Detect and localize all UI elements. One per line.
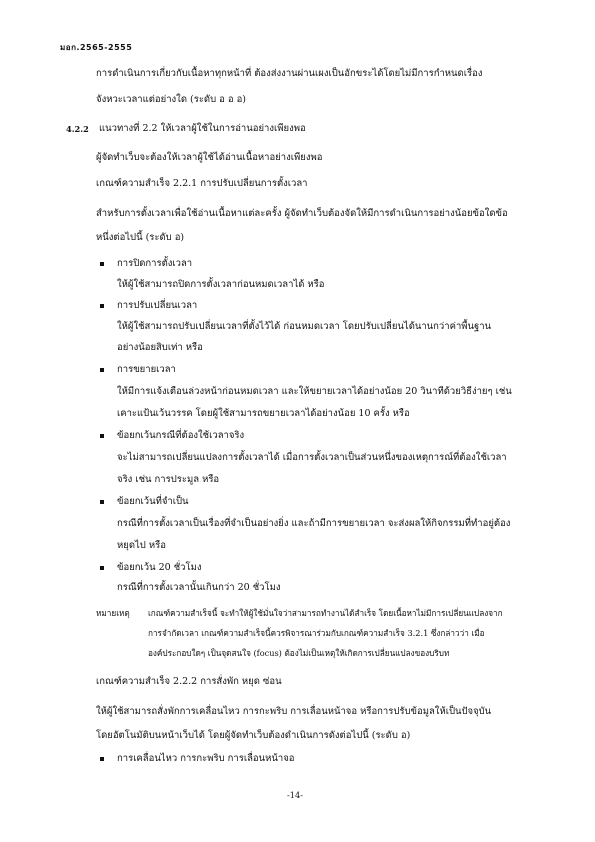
bullet-text-3-line-1: ให้มีการแจ้งเตือนล่วงหน้าก่อนหมดเวลา และให้ขยายเวลาได้อย่างน้อย 20 วินาทีด้วยวิธีง่ายๆ เช่น <box>117 386 512 397</box>
paragraph-2-line-1: สำหรับการตั้งเวลาเพื่อใช้อ่านเนื้อหาแต่ละครั้ง ผู้จัดทำเว็บต้องจัดให้มีการดำเนินการอย่างน้อยข้อใดข้อ <box>96 208 508 219</box>
doc-code: มอก.2565-2555 <box>60 43 133 52</box>
criterion-2-2-1: เกณฑ์ความสำเร็จ 2.2.1 การปรับเปลี่ยนการตั้งเวลา <box>96 178 308 189</box>
bullet-text-2-line-1: ให้ผู้ใช้สามารถปรับเปลี่ยนเวลาที่ตั้งไว้ได้ ก่อนหมดเวลา โดยปรับเปลี่ยนได้นานกว่าค่าพื้นฐาน <box>117 321 492 332</box>
bullet-icon <box>100 757 104 761</box>
paragraph-1: ผู้จัดทำเว็บจะต้องให้เวลาผู้ใช้ได้อ่านเนื้อหาอย่างเพียงพอ <box>96 152 323 163</box>
intro-line-1: การดำเนินการเกี่ยวกับเนื้อหาทุกหน้าที่ ต้องส่งงานผ่านเผงเป็นอักขระได้โดยไม่มีการกำหนดเรื่อง <box>96 68 483 79</box>
bullet-text-4-line-2: จริง เช่น การประมูล หรือ <box>117 474 220 485</box>
intro-line-2: จังหวะเวลาแต่อย่างใด (ระดับ อ อ อ) <box>96 94 247 105</box>
bullet-text-3-line-2: เคาะแป้นเว้นวรรค โดยผู้ใช้สามารถขยายเวลาได้อย่างน้อย 10 ครั้ง หรือ <box>117 408 410 419</box>
bullet-text-2-line-2: อย่างน้อยสิบเท่า หรือ <box>117 342 203 353</box>
section-title: แนวทางที่ 2.2 ให้เวลาผู้ใช้ในการอ่านอย่างเพียงพอ <box>99 123 306 134</box>
bullet-title-3: การขยายเวลา <box>117 364 176 375</box>
bullet-icon <box>100 566 104 570</box>
note-line-1: เกณฑ์ความสำเร็จนี้ จะทำให้ผู้ใช้มั่นใจว่าสามารถทำงานได้สำเร็จ โดยเนื้อหาไม่มีการเปลี่ยนแปลงจาก <box>148 608 503 618</box>
bullet-icon <box>100 304 104 308</box>
bullet-icon <box>100 500 104 504</box>
section-number: 4.2.2 <box>66 124 89 134</box>
paragraph-3-line-2: โดยอัตโนมัติบนหน้าเว็บได้ โดยผู้จัดทำเว็บต้องดำเนินการดังต่อไปนี้ (ระดับ อ) <box>96 730 411 741</box>
bullet-title-6: ข้อยกเว้น 20 ชั่วโมง <box>117 562 202 573</box>
bullet-icon <box>100 434 104 438</box>
bullet-title-2: การปรับเปลี่ยนเวลา <box>117 300 198 311</box>
note-line-3: องค์ประกอบใดๆ เป็นจุดสนใจ (focus) ต้องไม่เป็นเหตุให้เกิดการเปลี่ยนแปลงของบริบท <box>148 648 450 658</box>
bullet-text-6-line-1: กรณีที่การตั้งเวลานั้นเกินกว่า 20 ชั่วโมง <box>117 582 281 593</box>
bullet-icon <box>100 368 104 372</box>
bullet-title-1: การปิดการตั้งเวลา <box>117 258 193 269</box>
bullet-text-5-line-2: หยุดไป หรือ <box>117 540 166 551</box>
bullet-text-4-line-1: จะไม่สามารถเปลี่ยนแปลงการตั้งเวลาได้ เมื่อการตั้งเวลาเป็นส่วนหนึ่งของเหตุการณ์ที่ต้องใช้เวลา <box>117 452 507 463</box>
criterion-2-2-2: เกณฑ์ความสำเร็จ 2.2.2 การสั่งพัก หยุด ซ่อน <box>96 676 282 687</box>
paragraph-2-line-2: หนึ่งต่อไปนี้ (ระดับ อ) <box>96 232 185 243</box>
bullet-title-4: ข้อยกเว้นกรณีที่ต้องใช้เวลาจริง <box>117 430 245 441</box>
bullet-text-5-line-1: กรณีที่การตั้งเวลาเป็นเรื่องที่จำเป็นอย่างยิ่ง และถ้ามีการขยายเวลา จะส่งผลให้กิจกรรมที่ทำอยู่ต้อง <box>117 518 511 529</box>
note-line-2: การจำกัดเวลา เกณฑ์ความสำเร็จนี้ควรพิจารณาร่วมกับเกณฑ์ความสำเร็จ 3.2.1 ซึ่งกล่าวว่า เมื่อ <box>148 628 485 638</box>
paragraph-3-line-1: ให้ผู้ใช้สามารถสั่งพักการเคลื่อนไหว การกะพริบ การเลื่อนหน้าจอ หรือการปรับข้อมูลให้เป็นปัจจุบัน <box>96 706 492 717</box>
note-label: หมายเหตุ <box>96 608 130 618</box>
bullet-text-1-line-1: ให้ผู้ใช้สามารถปิดการตั้งเวลาก่อนหมดเวลาได้ หรือ <box>117 279 325 290</box>
bullet-title-5: ข้อยกเว้นที่จำเป็น <box>117 496 189 507</box>
page-number: -14- <box>287 790 303 800</box>
last-bullet-title: การเคลื่อนไหว การกะพริบ การเลื่อนหน้าจอ <box>117 753 295 764</box>
bullet-icon <box>100 262 104 266</box>
